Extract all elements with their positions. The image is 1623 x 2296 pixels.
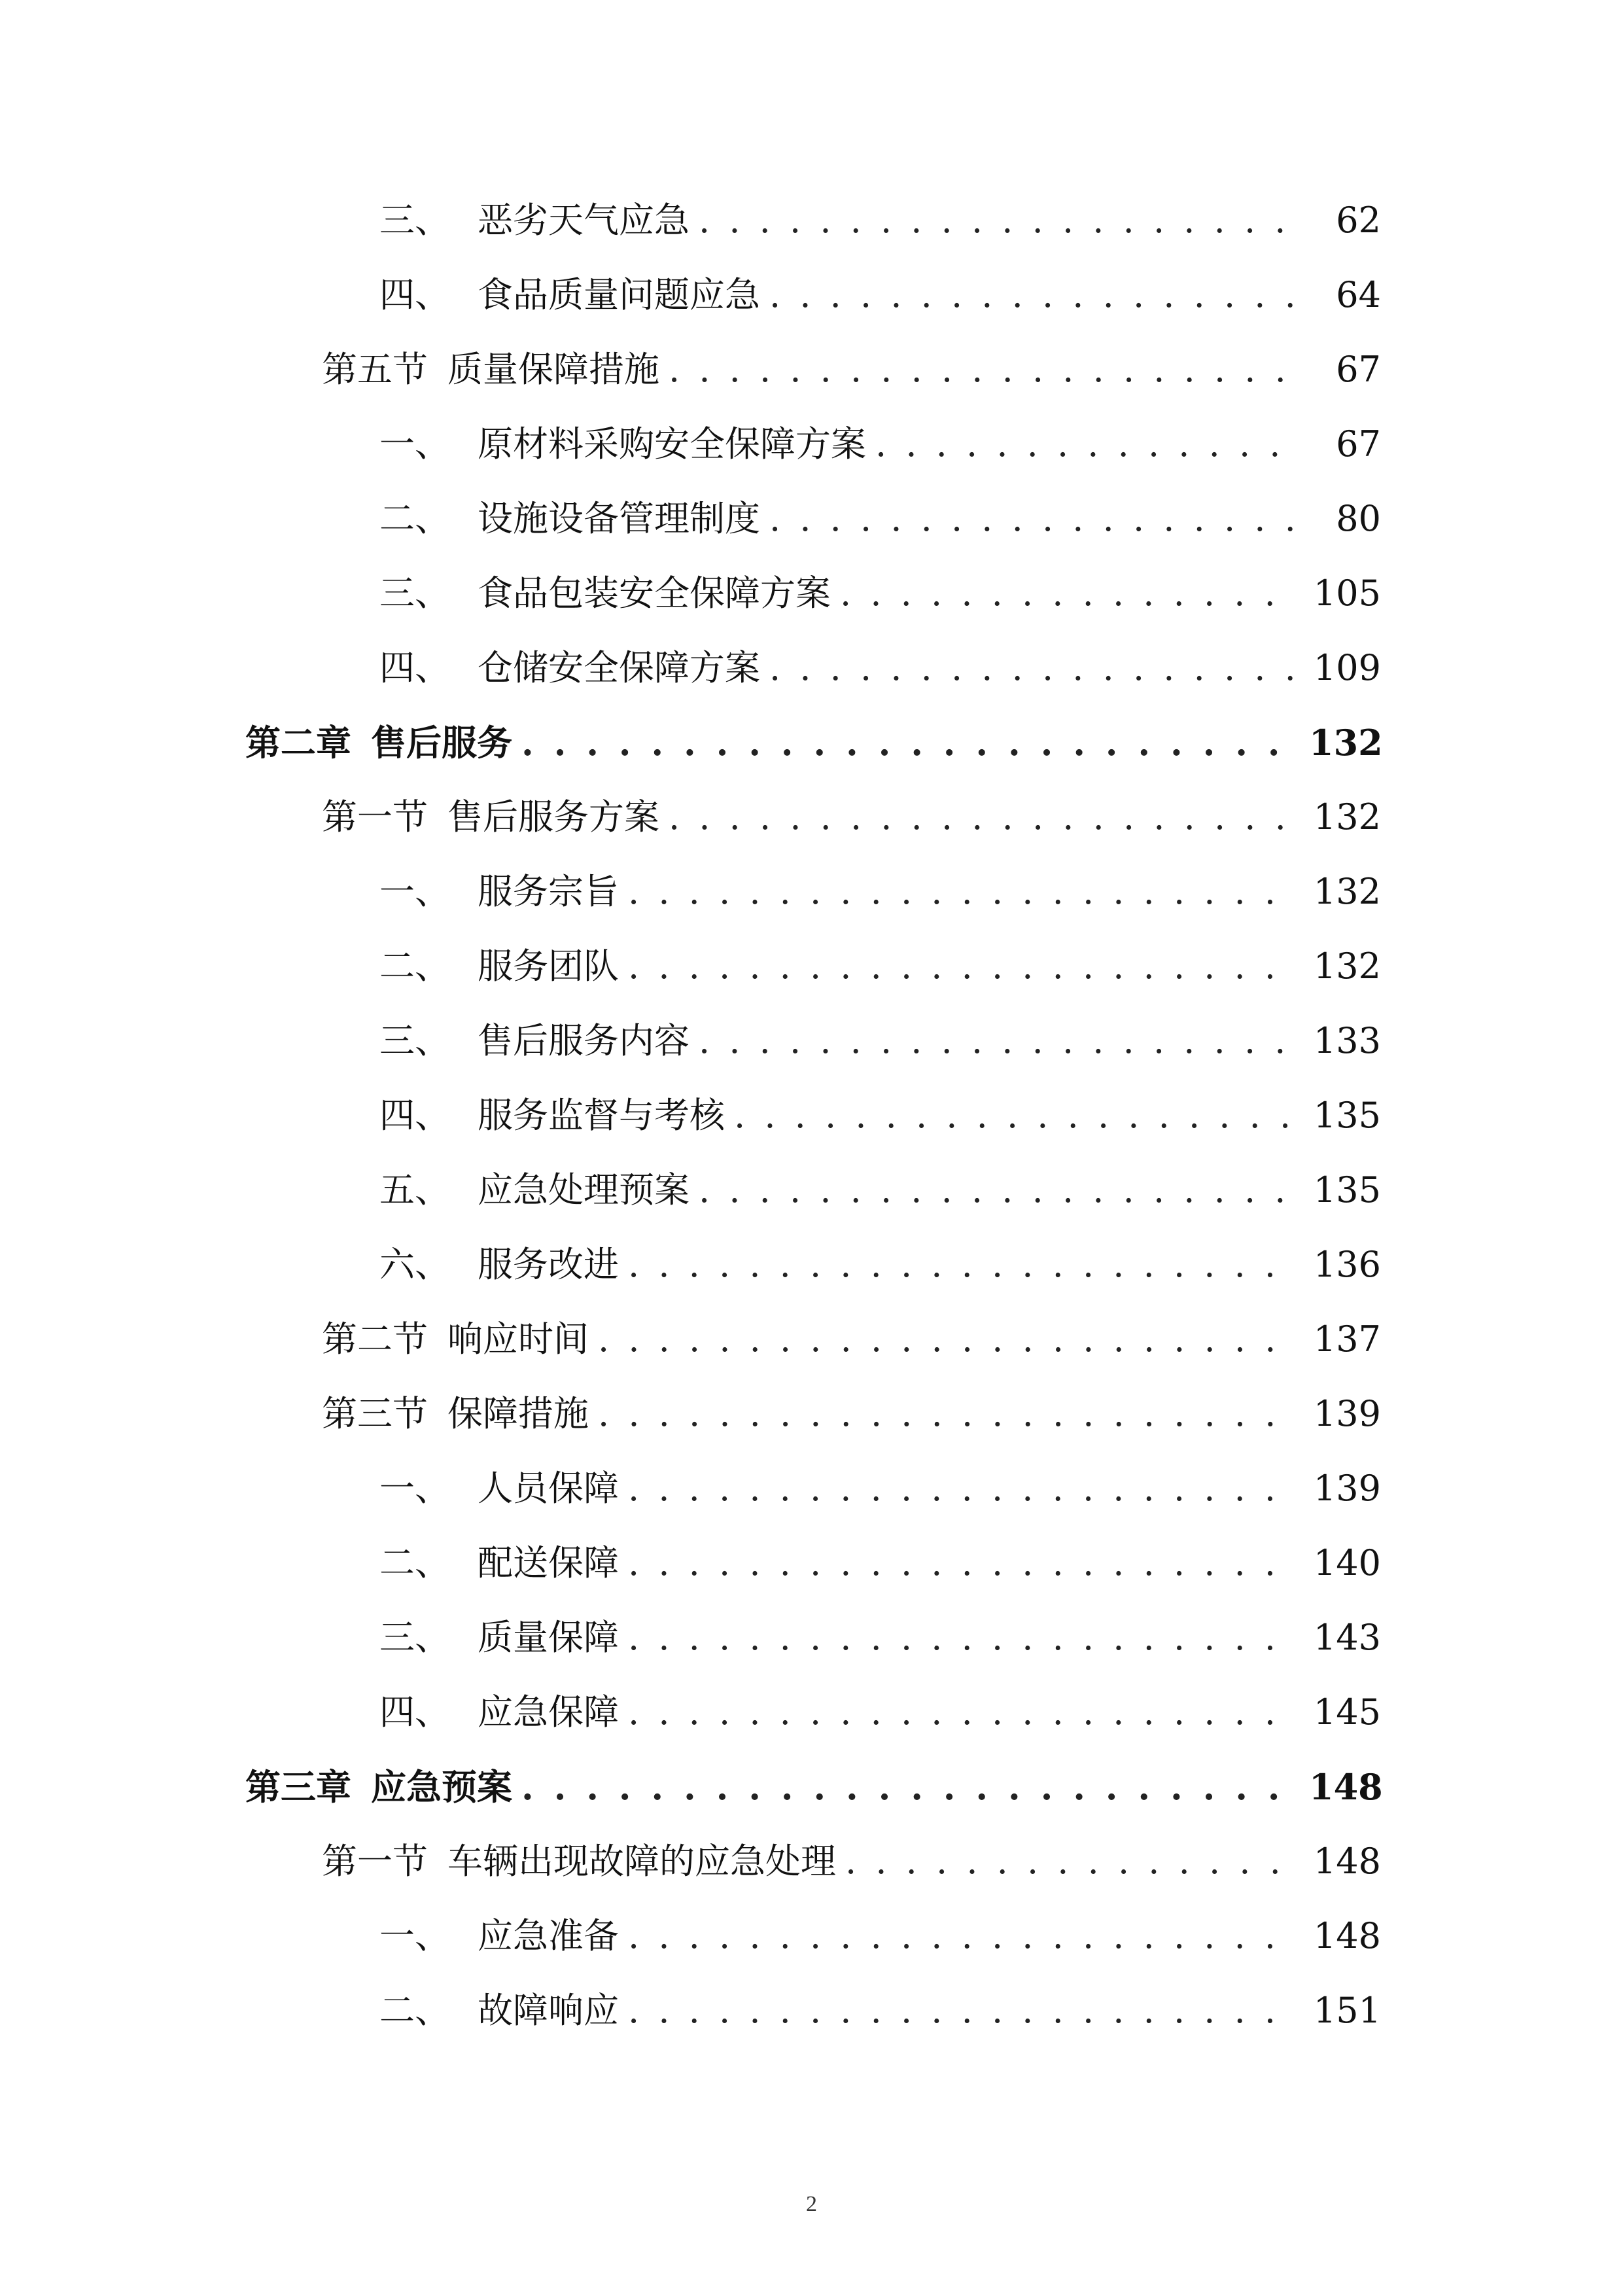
toc-entry-page: 148 bbox=[1313, 1841, 1381, 1882]
toc-entry-title: 配送保障 bbox=[478, 1542, 619, 1583]
toc-entry-number: 四、 bbox=[379, 1095, 450, 1136]
toc-entry-title: 售后服务 bbox=[371, 722, 512, 764]
toc-dot-leader bbox=[669, 332, 1296, 407]
toc-entry-title: 设施设备管理制度 bbox=[478, 498, 760, 539]
toc-entry-number: 三、 bbox=[379, 1020, 450, 1061]
toc-dot-leader bbox=[769, 258, 1296, 332]
toc-entry-page: 151 bbox=[1313, 1990, 1381, 2031]
toc-entry-number: 四、 bbox=[379, 647, 450, 688]
toc-entry[interactable] bbox=[0, 183, 1623, 258]
toc-entry-page: 132 bbox=[1313, 871, 1381, 912]
toc-entry[interactable] bbox=[0, 332, 1623, 407]
toc-entry-page: 133 bbox=[1313, 1020, 1381, 1061]
toc-entry-page: 137 bbox=[1313, 1318, 1381, 1360]
toc-entry-number: 二、 bbox=[379, 1990, 450, 2031]
toc-dot-leader bbox=[628, 1451, 1296, 1526]
toc-entry-number: 第一节 bbox=[322, 796, 428, 838]
toc-entry-title: 服务团队 bbox=[478, 945, 619, 987]
toc-entry-title: 应急保障 bbox=[478, 1691, 619, 1733]
toc-entry[interactable] bbox=[0, 1526, 1623, 1600]
toc-entry-number: 一、 bbox=[379, 1915, 450, 1956]
toc-dot-leader bbox=[769, 482, 1296, 556]
toc-entry[interactable] bbox=[0, 1004, 1623, 1078]
toc-entry[interactable] bbox=[0, 1302, 1623, 1377]
toc-dot-leader bbox=[628, 929, 1296, 1004]
toc-entry-title: 保障措施 bbox=[447, 1393, 589, 1434]
toc-dot-leader bbox=[699, 1153, 1296, 1227]
toc-dot-leader bbox=[845, 1824, 1296, 1899]
toc-entry-page: 80 bbox=[1336, 498, 1381, 539]
toc-dot-leader bbox=[875, 407, 1296, 482]
toc-entry[interactable] bbox=[0, 855, 1623, 929]
toc-entry[interactable] bbox=[0, 1153, 1623, 1227]
toc-entry[interactable] bbox=[0, 780, 1623, 855]
toc-entry[interactable] bbox=[0, 1451, 1623, 1526]
toc-entry[interactable] bbox=[0, 1899, 1623, 1973]
toc-entry-title: 服务宗旨 bbox=[478, 871, 619, 912]
toc-entry-title: 车辆出现故障的应急处理 bbox=[447, 1841, 836, 1882]
toc-entry-title: 食品包装安全保障方案 bbox=[478, 573, 831, 614]
toc-entry-title: 应急处理预案 bbox=[478, 1169, 689, 1210]
toc-dot-leader bbox=[669, 780, 1296, 855]
toc-entry[interactable] bbox=[0, 1227, 1623, 1302]
toc-entry[interactable] bbox=[0, 482, 1623, 556]
toc-entry[interactable] bbox=[0, 929, 1623, 1004]
table-of-contents bbox=[0, 183, 1623, 2048]
toc-entry-page: 139 bbox=[1313, 1393, 1381, 1434]
toc-entry-title: 响应时间 bbox=[447, 1318, 589, 1360]
toc-entry-number: 五、 bbox=[379, 1169, 450, 1210]
toc-dot-leader bbox=[699, 1004, 1296, 1078]
toc-entry-page: 64 bbox=[1336, 274, 1381, 315]
toc-entry-title: 服务改进 bbox=[478, 1244, 619, 1285]
toc-entry[interactable] bbox=[0, 1377, 1623, 1451]
toc-entry-title: 服务监督与考核 bbox=[478, 1095, 725, 1136]
toc-entry-number: 一、 bbox=[379, 1468, 450, 1509]
toc-entry-title: 售后服务内容 bbox=[478, 1020, 689, 1061]
toc-dot-leader bbox=[628, 1973, 1296, 2048]
toc-dot-leader bbox=[628, 1899, 1296, 1973]
toc-entry-page: 132 bbox=[1313, 796, 1381, 838]
toc-dot-leader bbox=[521, 1750, 1296, 1824]
toc-entry-page: 105 bbox=[1313, 573, 1381, 614]
toc-dot-leader bbox=[699, 183, 1296, 258]
toc-entry-page: 109 bbox=[1313, 647, 1381, 688]
toc-entry[interactable] bbox=[0, 407, 1623, 482]
toc-entry-number: 二、 bbox=[379, 1542, 450, 1583]
toc-entry-page: 135 bbox=[1313, 1095, 1381, 1136]
toc-entry-page: 67 bbox=[1336, 349, 1381, 390]
toc-entry-page: 132 bbox=[1309, 722, 1383, 764]
toc-dot-leader bbox=[628, 855, 1296, 929]
toc-entry[interactable] bbox=[0, 1078, 1623, 1153]
toc-entry[interactable] bbox=[0, 1824, 1623, 1899]
toc-entry-number: 三、 bbox=[379, 1617, 450, 1658]
toc-dot-leader bbox=[628, 1600, 1296, 1675]
toc-entry-page: 143 bbox=[1313, 1617, 1381, 1658]
toc-entry-page: 135 bbox=[1313, 1169, 1381, 1210]
toc-entry-page: 145 bbox=[1313, 1691, 1381, 1733]
toc-dot-leader bbox=[769, 631, 1296, 705]
toc-entry-page: 132 bbox=[1313, 945, 1381, 987]
toc-entry-number: 六、 bbox=[379, 1244, 450, 1285]
toc-entry-title: 恶劣天气应急 bbox=[478, 200, 689, 241]
toc-entry[interactable] bbox=[0, 1600, 1623, 1675]
toc-entry-number: 一、 bbox=[379, 871, 450, 912]
toc-entry-number: 三、 bbox=[379, 573, 450, 614]
toc-entry-number: 第五节 bbox=[322, 349, 428, 390]
toc-entry-title: 质量保障措施 bbox=[447, 349, 659, 390]
toc-dot-leader bbox=[840, 556, 1296, 631]
toc-entry-title: 售后服务方案 bbox=[447, 796, 659, 838]
toc-entry-number: 第一节 bbox=[322, 1841, 428, 1882]
toc-entry[interactable] bbox=[0, 631, 1623, 705]
toc-entry-number: 一、 bbox=[379, 423, 450, 465]
toc-entry-number: 三、 bbox=[379, 200, 450, 241]
toc-entry-title: 应急准备 bbox=[478, 1915, 619, 1956]
toc-entry[interactable] bbox=[0, 258, 1623, 332]
toc-entry-page: 139 bbox=[1313, 1468, 1381, 1509]
toc-entry-page: 148 bbox=[1313, 1915, 1381, 1956]
toc-entry-number: 第二节 bbox=[322, 1318, 428, 1360]
toc-entry-number: 第二章 bbox=[245, 722, 351, 764]
toc-entry[interactable] bbox=[0, 1973, 1623, 2048]
toc-dot-leader bbox=[598, 1377, 1296, 1451]
toc-entry-page: 140 bbox=[1313, 1542, 1381, 1583]
toc-entry-title: 质量保障 bbox=[478, 1617, 619, 1658]
toc-entry-title: 仓储安全保障方案 bbox=[478, 647, 760, 688]
toc-entry-number: 二、 bbox=[379, 945, 450, 987]
toc-dot-leader bbox=[734, 1078, 1296, 1153]
toc-dot-leader bbox=[628, 1526, 1296, 1600]
toc-entry[interactable] bbox=[0, 1675, 1623, 1750]
toc-entry-number: 四、 bbox=[379, 1691, 450, 1733]
toc-entry-page: 148 bbox=[1309, 1766, 1383, 1808]
toc-entry[interactable] bbox=[0, 556, 1623, 631]
toc-entry-page: 136 bbox=[1313, 1244, 1381, 1285]
toc-entry-title: 人员保障 bbox=[478, 1468, 619, 1509]
toc-dot-leader bbox=[598, 1302, 1296, 1377]
toc-dot-leader bbox=[521, 705, 1296, 780]
toc-entry-number: 二、 bbox=[379, 498, 450, 539]
toc-entry-title: 应急预案 bbox=[371, 1766, 512, 1808]
toc-entry-page: 62 bbox=[1336, 200, 1381, 241]
toc-entry-title: 原材料采购安全保障方案 bbox=[478, 423, 866, 465]
toc-dot-leader bbox=[628, 1675, 1296, 1750]
toc-entry-title: 食品质量问题应急 bbox=[478, 274, 760, 315]
page-number: 2 bbox=[806, 2192, 817, 2216]
toc-entry-number: 第三章 bbox=[245, 1766, 351, 1808]
toc-dot-leader bbox=[628, 1227, 1296, 1302]
toc-entry-number: 四、 bbox=[379, 274, 450, 315]
toc-entry-page: 67 bbox=[1336, 423, 1381, 465]
toc-entry-title: 故障响应 bbox=[478, 1990, 619, 2031]
toc-entry-number: 第三节 bbox=[322, 1393, 428, 1434]
toc-chapter-entry[interactable] bbox=[0, 705, 1623, 780]
toc-chapter-entry[interactable] bbox=[0, 1750, 1623, 1824]
